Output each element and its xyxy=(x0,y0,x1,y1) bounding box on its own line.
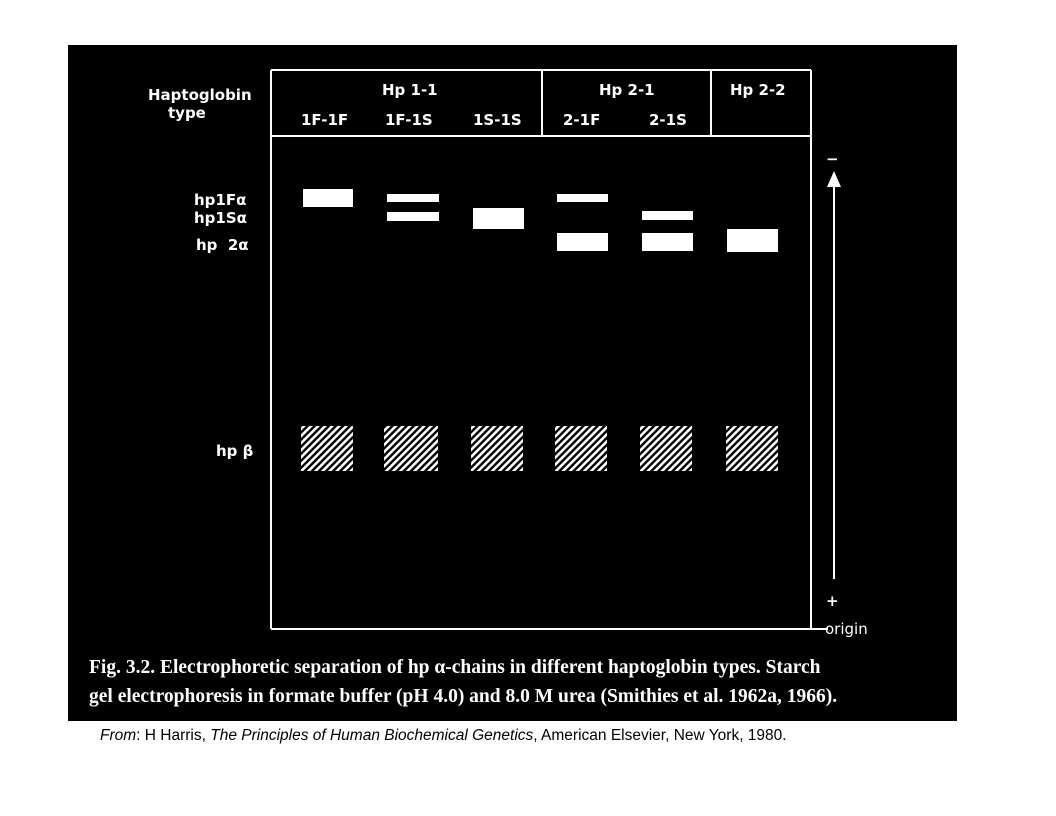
lane-label-2-1f: 2-1F xyxy=(563,111,601,129)
band-1f-1f-hp1f-alpha xyxy=(303,189,353,207)
haptoglobin-label-line2: type xyxy=(168,104,206,122)
band-2-1s-hp-beta xyxy=(640,426,692,471)
band-2-1f-hp2-alpha xyxy=(557,233,608,251)
band-2-1s-hp1s-alpha xyxy=(642,211,693,220)
figure-panel xyxy=(68,45,957,721)
group-label-hp-2-2: Hp 2-2 xyxy=(730,81,786,99)
source-citation xyxy=(100,727,1000,745)
negative-pole-label: − xyxy=(826,150,839,168)
band-2-1f-hp1f-alpha xyxy=(557,194,608,202)
source-prefix: From xyxy=(100,727,137,744)
band-2-1f-hp-beta xyxy=(555,426,607,471)
band-1f-1s-hp-beta xyxy=(384,426,438,471)
positive-pole-label: + xyxy=(826,592,839,610)
band-label-hp1s-alpha: hp1Sα xyxy=(194,209,247,227)
band-label-hp2-alpha: hp 2α xyxy=(196,236,249,254)
group-label-hp-2-1: Hp 2-1 xyxy=(599,81,655,99)
migration-direction xyxy=(825,150,868,638)
band-label-hp1f-alpha: hp1Fα xyxy=(194,191,247,209)
band-1s-1s-hp1s-alpha xyxy=(473,208,524,229)
band-1f-1s-hp1s-alpha xyxy=(387,212,439,221)
alpha-bands xyxy=(303,189,778,252)
source-author: : H Harris, xyxy=(136,727,211,744)
electrophoresis-figure xyxy=(68,45,957,721)
lane-label-1f-1s: 1F-1S xyxy=(385,111,433,129)
lane-label-1s-1s: 1S-1S xyxy=(473,111,522,129)
lane-label-1f-1f: 1F-1F xyxy=(301,111,349,129)
band-1s-1s-hp-beta xyxy=(471,426,523,471)
band-2-1s-hp2-alpha xyxy=(642,233,693,251)
caption-line-1: Fig. 3.2. Electrophoretic separation of hp α-chains in different haptoglobin types. Starch xyxy=(89,657,821,678)
band-label-hp-beta: hp β xyxy=(216,442,254,460)
beta-bands xyxy=(301,426,778,471)
lane-label-2-1s: 2-1S xyxy=(649,111,687,129)
caption-line-2: gel electrophoresis in formate buffer (pH 4.0) and 8.0 M urea (Smithies et al. 1962a, 1966). xyxy=(89,686,838,707)
origin-label: origin xyxy=(825,620,868,638)
haptoglobin-label-line1: Haptoglobin xyxy=(148,86,252,104)
source-title: The Principles of Human Biochemical Genetics xyxy=(210,727,534,744)
group-label-hp-1-1: Hp 1-1 xyxy=(382,81,438,99)
band-hp2-2-hp2-alpha xyxy=(727,229,778,252)
band-hp2-2-hp-beta xyxy=(726,426,778,471)
band-1f-1s-hp1f-alpha xyxy=(387,194,439,202)
band-1f-1f-hp-beta xyxy=(301,426,353,471)
source-rest: , American Elsevier, New York, 1980. xyxy=(533,727,787,744)
header-frame xyxy=(271,70,828,629)
arrow-head-icon xyxy=(827,171,841,187)
